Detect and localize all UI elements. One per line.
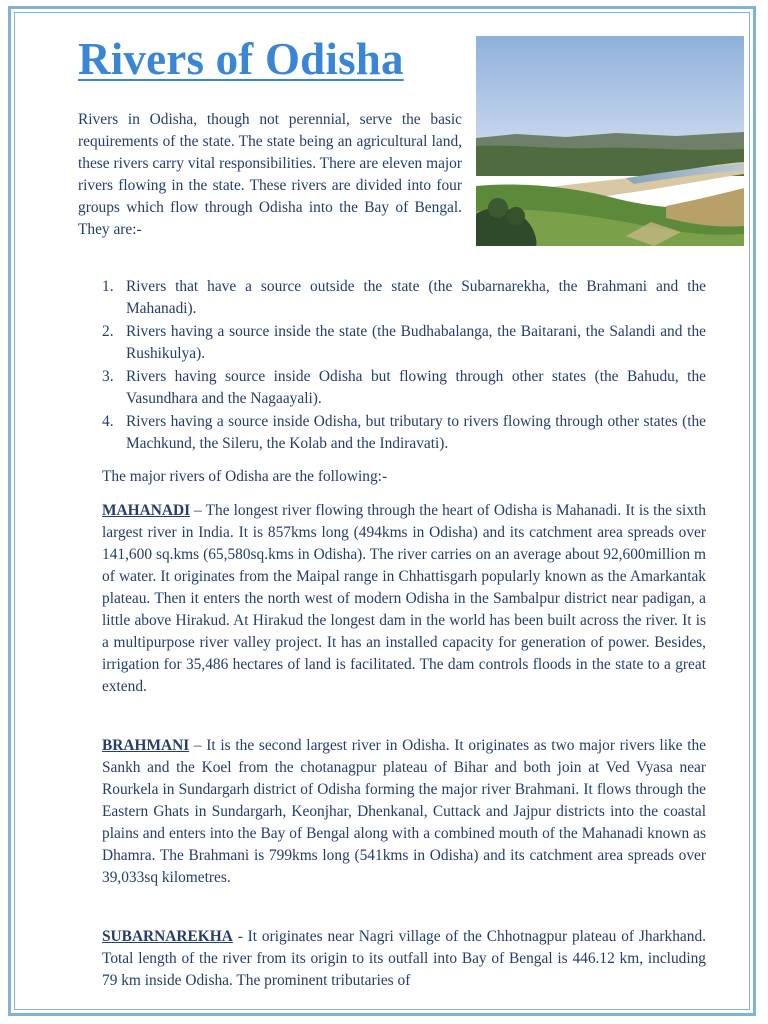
list-item-number: 1. [102, 278, 114, 295]
intro-paragraph: Rivers in Odisha, though not perennial, serve the basic requirements of the state. The state being an agricultural land, these rivers carry vital responsibilities. There are eleven major rivers flowing in the state. These rivers are divided into four groups which flow through Odisha into the Bay of Bengal. They are:- [78, 111, 462, 238]
brahmani-text: – It is the second largest river in Odisha. It originates as two major rivers like the Sankh and the Koel from the chotanagpur plateau of Bihar and both join at Ved Vyasa near Rourkela in Sundargarh district of Odisha forming the major river Brahmani. It flows through the Eastern Ghats in Sundargarh, Keonjhar, Dhenkanal, Cuttack and Jajpur districts into the coastal plains and enters into the Bay of Bengal along with a combined mouth of the Mahanadi known as Dhamra. The Brahmani is 799kms long (541kms in Odisha) and its catchment area spreads over 39,033sq kilometres. [102, 737, 706, 886]
subarnarekha-text: - It originates near Nagri village of the Chhotnagpur plateau of Jharkhand. Total length of the river from its origin to its outfall into Bay of Bengal is 446.12 km, including 79 km inside Odisha. The prominent tributaries of [102, 928, 706, 989]
list-item-text: Rivers having a source inside the state (the Budhabalanga, the Baitarani, the Salandi and the Rushikulya). [126, 323, 706, 362]
subarnarekha-heading: SUBARNAREKHA [102, 928, 233, 945]
major-rivers-heading: The major rivers of Odisha are the following:- [102, 468, 388, 485]
river-landscape-photo [476, 36, 744, 246]
subarnarekha-paragraph [102, 926, 706, 992]
brahmani-paragraph [102, 735, 706, 889]
list-item-text: Rivers that have a source outside the state (the Subarnarekha, the Brahmani and the Mahanadi). [126, 278, 706, 317]
list-item-text: Rivers having source inside Odisha but flowing through other states (the Bahudu, the Vasundhara and the Nagaayali). [126, 368, 706, 407]
list-item-text: Rivers having a source inside Odisha, but tributary to rivers flowing through other states (the Machkund, the Sileru, the Kolab and the Indiravati). [126, 413, 706, 452]
list-item [102, 366, 706, 410]
list-item [102, 321, 706, 365]
mahanadi-heading: MAHANADI [102, 502, 191, 519]
list-item [102, 276, 706, 320]
list-item-number: 2. [102, 323, 114, 340]
mahanadi-text: – The longest river flowing through the heart of Odisha is Mahanadi. It is the sixth largest river in India. It is 857kms long (494kms in Odisha) and its catchment area spreads over 141,600 sq.kms (65,580sq.kms in Odisha). The river carries on an average about 92,600million m of water. It originates from the Maipal range in Chhattisgarh popularly known as the Amarkantak plateau. Then it enters the north west of modern Odisha in the Sambalpur district near padigan, a little above Hirakud. At Hirakud the longest dam in the world has been built across the river. It is a multipurpose river valley project. It has an installed capacity for generation of power. Besides, irrigation for 35,486 hectares of land is facilitated. The dam controls floods in the state to a great extend. [102, 502, 706, 695]
river-groups-list [102, 276, 706, 456]
page-title: Rivers of Odisha [78, 34, 404, 84]
list-item-number: 4. [102, 413, 114, 430]
list-item [102, 411, 706, 455]
mahanadi-paragraph [102, 500, 706, 698]
list-item-number: 3. [102, 368, 114, 385]
brahmani-heading: BRAHMANI [102, 737, 190, 754]
